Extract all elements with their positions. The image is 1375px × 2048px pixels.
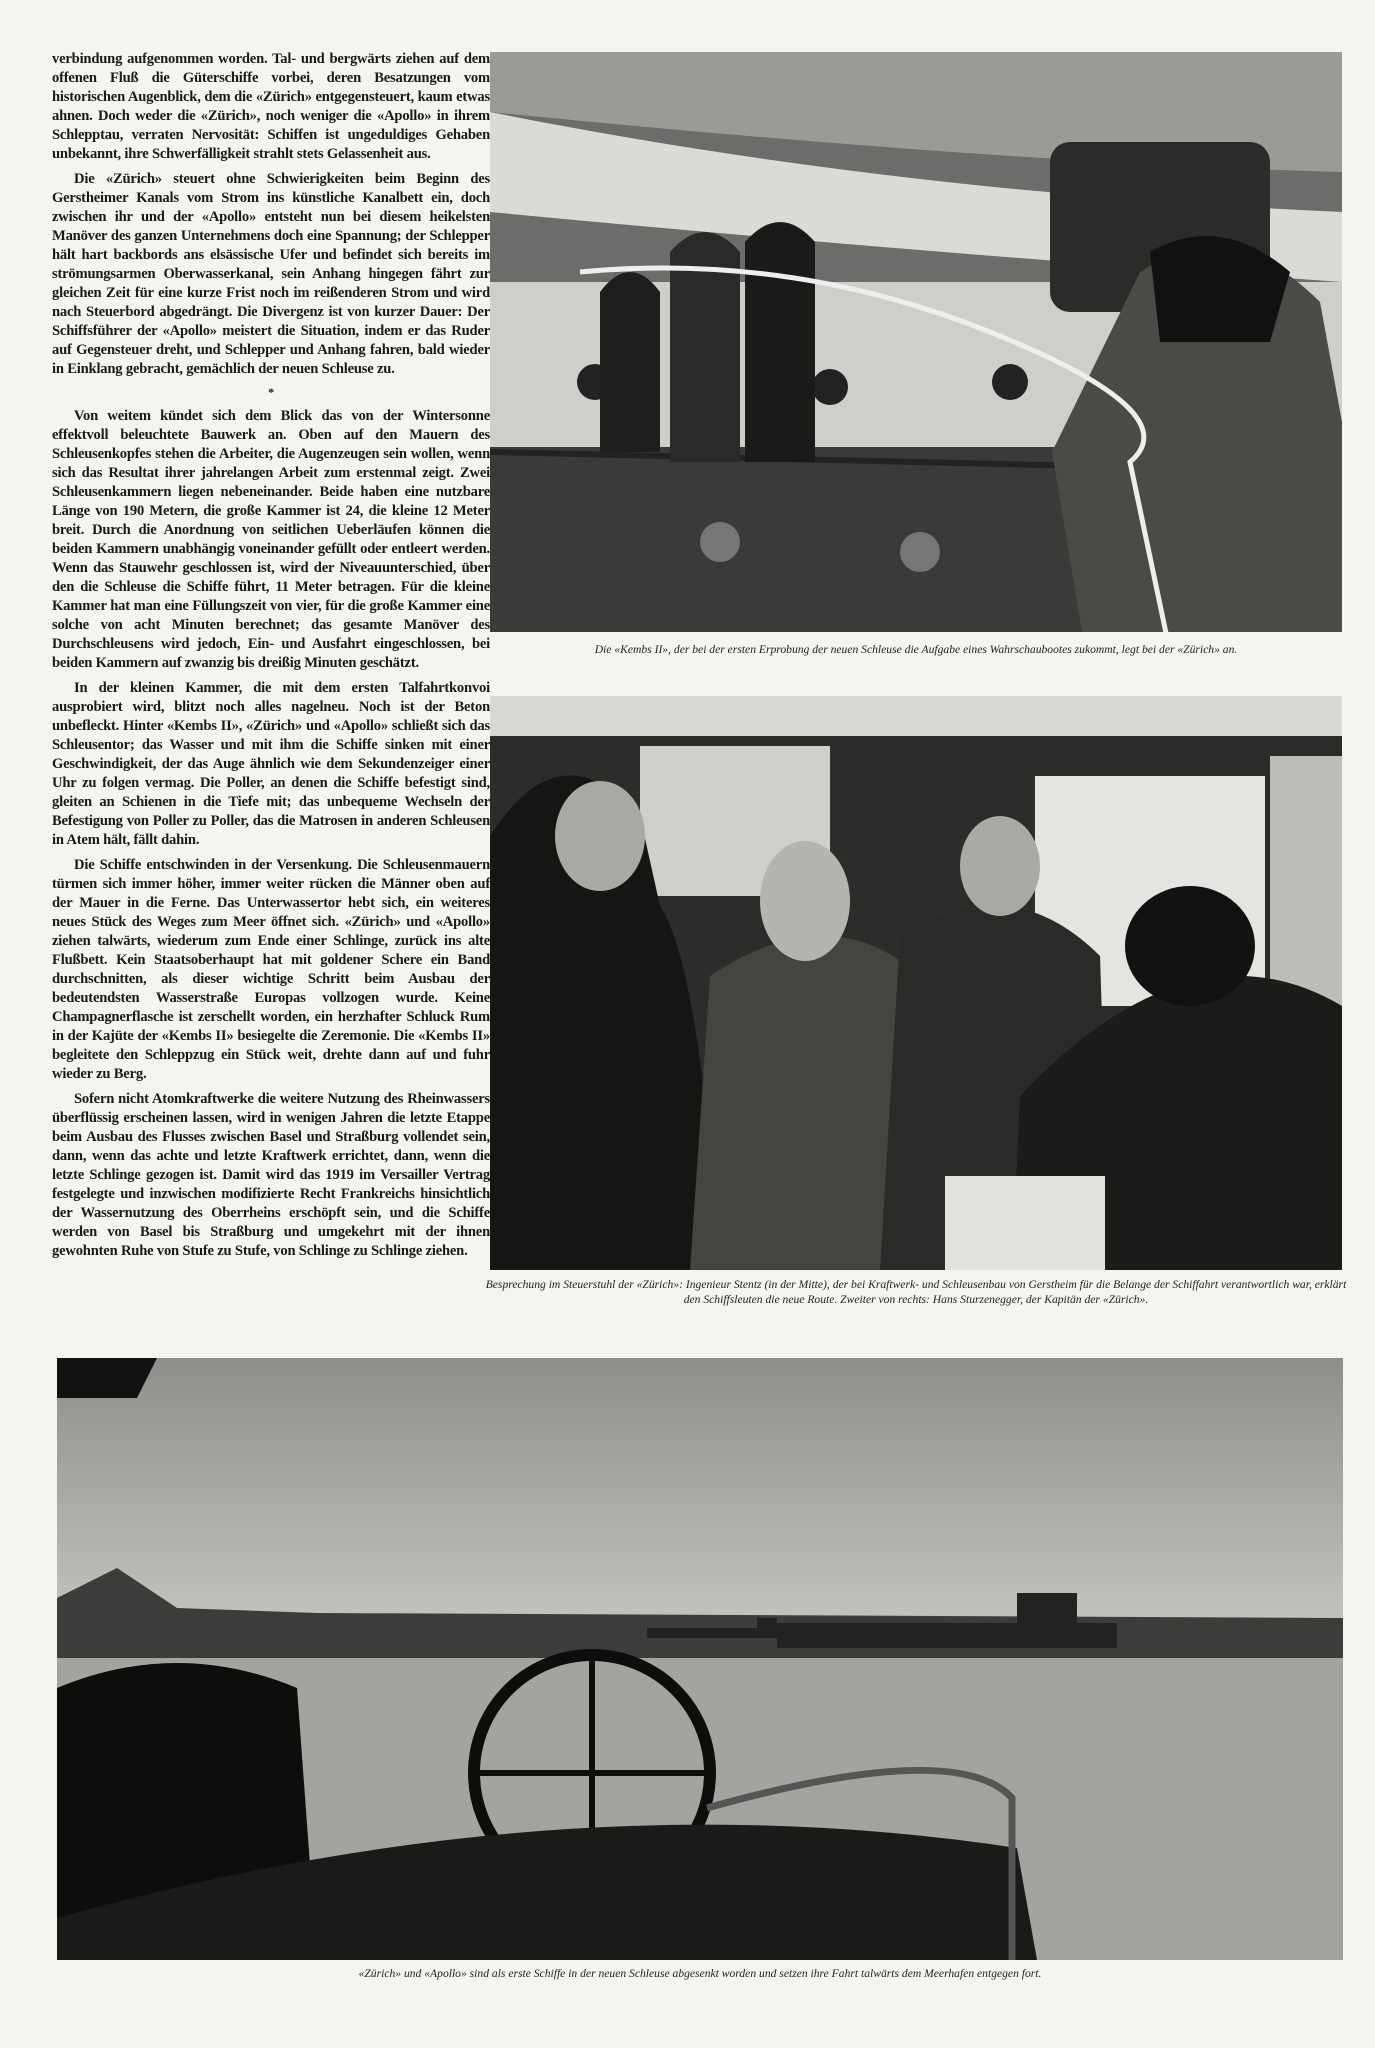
article-paragraph: Die «Zürich» steuert ohne Schwierigkeiten beim Beginn des Gerstheimer Kanals vom Strom ins künstliche Kanalbett ein, doch zwischen ihr und der «Apollo» entsteht nun bei diesem heikelsten Manöver des ganzen Unternehmens doch eine Spannung; der Schlepper hält hart backbords ans elsässische Ufer und befindet sich bereits im strömungsarmen Oberwasserkanal, sein Anhang hingegen fährt zur gleichen Zeit für eine kurze Frist noch im reißenderen Strom und wird nach Steuerbord abgedrängt. Die Divergenz ist von kurzer Dauer: Der Schiffsführer der «Apollo» meistert die Situation, indem er das Ruder auf Gegensteuer dreht, und Schlepper und Anhang fahren, bald wieder in Einklang gebracht, gemächlich der neuen Schleuse zu. xyxy=(52,171,490,377)
section-separator: * xyxy=(268,385,274,399)
article-paragraph: Die Schiffe entschwinden in der Versenkung. Die Schleusenmauern türmen sich immer höher, immer weiter rücken die Männer oben auf der Mauer in die Ferne. Das Unterwassertor hebt sich, ein weiteres neues Stück des Weges zum Meer öffnet sich. «Zürich» und «Apollo» ziehen talwärts, wiederum zum Ende einer Schlinge, zurück ins alte Flußbett. Kein Staatsoberhaupt hat mit goldener Schere ein Band durchschnitten, als dieser wichtige Schritt beim Ausbau der bedeutendsten Wasserstraße Europas vollzogen wurde. Keine Champagnerflasche ist zerschellt worden, ein herzhafter Schluck Rum in der Kajüte der «Kembs II» besiegelte die Zeremonie. Die «Kembs II» begleitete den Schleppzug ein Stück weit, drehte dann auf und fuhr wieder zu Berg. xyxy=(52,857,490,1082)
article-paragraph: Von weitem kündet sich dem Blick das von der Wintersonne effektvoll beleuchtete Bauwerk an. Oben auf den Mauern des Schleusenkopfes stehen die Arbeiter, die Augenzeugen sein wollen, wenn sich das Resultat ihrer jahrelangen Arbeit zum erstenmal zeigt. Zwei Schleusenkammern liegen nebeneinander. Beide haben eine nutzbare Länge von 190 Metern, die große Kammer ist 24, die kleine 12 Meter breit. Durch die Anordnung von seitlichen Ueberläufen können die beiden Kammern unabhängig voneinander gefüllt oder entleert werden. Wenn das Stauwehr geschlossen ist, wird der Niveauunterschied, über den die Schleuse die Schiffe führt, 11 Meter betragen. Für die kleine Kammer hat man eine Füllungszeit von vier, für die große Kammer eine solche von acht Minuten berechnet; das gesamte Manöver des Durchschleusens wird jedoch, Ein- und Ausfahrt eingeschlossen, bei beiden Kammern auf zwanzig bis dreißig Minuten geschätzt. xyxy=(52,408,490,671)
article-text-column xyxy=(52,50,490,1267)
photo-caption: Die «Kembs II», der bei der ersten Erprobung der neuen Schleuse die Aufgabe eines Wahrschaubootes zukommt, legt bei der «Zürich» an. xyxy=(594,643,1238,656)
photo-river-convoy xyxy=(57,1358,1343,1960)
article-paragraph: verbindung aufgenommen worden. Tal- und bergwärts ziehen auf dem offenen Fluß die Güterschiffe vorbei, deren Besatzungen vom historischen Augenblick, dem die «Zürich» entgegensteuert, kaum etwas ahnen. Doch weder die «Zürich», noch weniger die «Apollo» in ihrem Schlepptau, verraten Nervosität: Schiffen ist ungeduldiges Gehaben unbekannt, ihre Schwerfälligkeit strahlt stets Gelassenheit aus. xyxy=(52,51,490,162)
article-paragraph: Sofern nicht Atomkraftwerke die weitere Nutzung des Rheinwassers überflüssig erscheinen lassen, wird in wenigen Jahren die letzte Etappe beim Ausbau des Flusses zwischen Basel und Straßburg vollendet sein, dann, wenn das achte und letzte Kraftwerk errichtet, dann, wenn die letzte Schlinge gezogen ist. Damit wird das 1919 im Versailler Vertrag festgelegte und inzwischen modifizierte Recht Frankreichs hinsichtlich der Wassernutzung des Oberrheins erschöpft sein, und die Schiffe werden von Basel bis Straßburg und umgekehrt mit der ihnen gewohnten Ruhe von Stufe zu Stufe, von Schlinge zu Schlinge ziehen. xyxy=(52,1091,490,1259)
photo-wheelhouse-meeting xyxy=(490,696,1342,1270)
photo-kembs-mooring xyxy=(490,52,1342,632)
article-paragraph: In der kleinen Kammer, die mit dem ersten Talfahrtkonvoi ausprobiert wird, blitzt noch alles nagelneu. Noch ist der Beton unbefleckt. Hinter «Kembs II», «Zürich» und «Apollo» schließt sich das Schleusentor; das Wasser und mit ihm die Schiffe sinken mit einer Geschwindigkeit, der das Auge ähnlich wie dem Sekundenzeiger einer Uhr zu folgen vermag. Die Poller, an denen die Schiffe befestigt sind, gleiten an Schienen in die Tiefe mit; das unbequeme Wechseln der Befestigung von Poller zu Poller, das die Matrosen in anderen Schleusen in Atem hält, fällt dahin. xyxy=(52,680,490,848)
photo-caption: «Zürich» und «Apollo» sind als erste Schiffe in der neuen Schleuse abgesenkt worden und setzen ihre Fahrt talwärts dem Meerhafen entgegen fort. xyxy=(358,1967,1042,1980)
photo-caption: Besprechung im Steuerstuhl der «Zürich»: Ingenieur Stentz (in der Mitte), der bei Kraftwerk- und Schleusenbau von Gerstheim für die Belange der Schiffahrt verantwortlich war, erklärt den Schiffsleuten die neue Route. Zweiter von rechts: Hans Sturzenegger, der Kapitän der «Zürich». xyxy=(485,1278,1347,1306)
